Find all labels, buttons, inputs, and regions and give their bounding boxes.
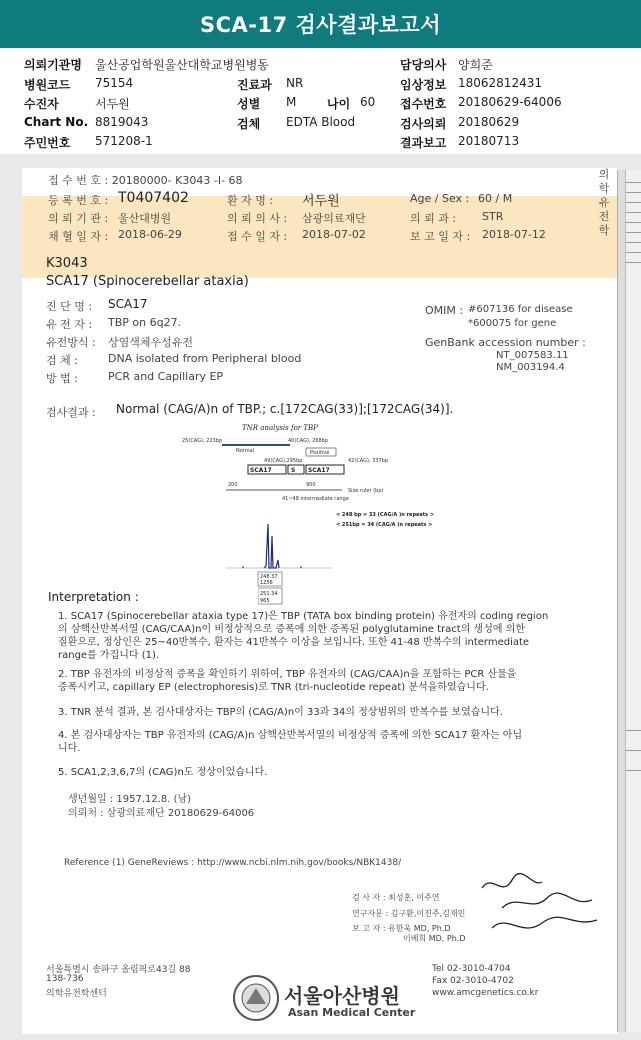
researchers: 연구자문 : 김구환,이진주,김재민	[352, 909, 466, 918]
hospital-en: Asan Medical Center	[288, 1006, 416, 1019]
interp-para-4: 4. 본 검사대상자는 TBP 유전자의 (CAG/A)n 삼핵산반복서열의 비정상적 증폭에 의한 SCA17 환자는 아닙 니다.	[58, 730, 523, 754]
receipt-label: 접수번호	[400, 97, 447, 111]
lbl-42: 42(CAG), 337bp	[348, 458, 389, 464]
peak1b: 1256	[260, 580, 273, 586]
inst-label: 의 뢰 기 관 :	[48, 212, 109, 225]
interp-para-3: 3. TNR 분석 결과, 본 검사대상자는 TBP의 (CAG/A)n이 33과 34의 정상범위의 반복수를 보였습니다.	[58, 707, 503, 718]
specimen-value: EDTA Blood	[286, 115, 356, 129]
side-department-text: 의 학 유 전 학	[598, 168, 610, 237]
method-label: 방 법 :	[46, 372, 78, 385]
address-1: 서울특별시 송파구 올림픽로43길 88	[46, 965, 191, 975]
report-value: 2018-07-12	[482, 228, 546, 241]
scale-900: 900	[306, 482, 316, 488]
agesex-value: 60 / M	[478, 192, 513, 205]
test-code: K3043	[46, 256, 88, 271]
lbl-positive: Positive	[310, 450, 330, 456]
request-date-label: 검사의뢰	[400, 117, 447, 131]
intermediate-label: 41~48 intermediate range	[282, 496, 349, 502]
doc-dept: STR	[482, 210, 504, 223]
collect-label: 채 혈 일 자 :	[48, 230, 109, 243]
address-2: 138-736	[46, 974, 84, 984]
lbl-49: 49(CAG),295bp	[264, 458, 303, 464]
gene-value: TBP on 6q27.	[108, 316, 182, 329]
interp-para-2: 2. TBP 유전자의 비정상적 증폭을 확인하기 위하여, TBP 유전자의 (CAG/CAA)n을 포함하는 PCR 산물을 증폭시키고, capillary EP (electrophoresis)로 TNR (tri-nucleotide repeat) 분석을하였습니다.	[58, 669, 517, 693]
omim-disease: #607136 for disease	[468, 304, 573, 315]
institution-value: 울산공업학원울산대학교병원병동	[95, 58, 269, 72]
report-title: SCA-17 검사결과보고서	[0, 0, 641, 48]
patient-label: 수진자	[24, 97, 59, 111]
agesex-label: Age / Sex :	[410, 192, 470, 205]
box3-text: SCA17	[308, 467, 330, 474]
inherit-label: 유전방식 :	[46, 336, 96, 349]
request-date-value: 20180629	[458, 115, 520, 129]
doc-doctor: 삼광의료재단	[302, 212, 366, 225]
result-value: Normal (CAG/A)n of TBP.; c.[172CAG(33)];[172CAG(34)].	[116, 402, 454, 416]
doc-specimen: DNA isolated from Peripheral blood	[108, 352, 302, 365]
box2-text: S	[291, 467, 296, 474]
gene-label: 유 전 자 :	[46, 318, 93, 331]
website: www.amcgenetics.co.kr	[432, 988, 539, 998]
report-header	[0, 52, 641, 154]
interp-para-1: 1. SCA17 (Spinocerebellar ataxia type 17)은 TBP (TATA box binding protein) 유전자의 coding region 의 삼핵산반복서열 (CAG/CAA)n이 비정상적으로 증폭에 의한 증폭된 polyglutamine tract의 생성에 의한 질환으로, 정상인은 25~40반복수, 환자는 41반복수 이상을 보입니다. 또한 41-48 반복수의 intermediate range를 가집니다 (1).	[58, 611, 549, 661]
genbank-2: NM_003194.4	[496, 362, 565, 373]
electropherogram-peaks	[264, 524, 279, 568]
genbank-label: GenBank accession number :	[425, 336, 586, 349]
hospital-code-value: 75154	[95, 76, 134, 90]
box1-text: SCA17	[250, 467, 272, 474]
report-date-value: 20180713	[458, 134, 520, 148]
tel: Tel 02-3010-4704	[432, 964, 511, 974]
id-value: 571208-1	[95, 134, 153, 148]
repeat-2: < 251bp = 34 (CAG/A )n repeats >	[336, 522, 433, 528]
reference: Reference (1) GeneReviews : http://www.ncbi.nlm.nih.gov/books/NBK1438/	[64, 858, 402, 868]
peak2-label	[258, 586, 288, 608]
tnr-diagram	[172, 420, 482, 590]
doc-patient-label: 환 자 명 :	[227, 194, 274, 207]
diagram-title: TNR analysis for TBP	[242, 424, 318, 432]
collect-value: 2018-06-29	[118, 228, 182, 241]
reporter: 보 고 자 : 유한욱 MD, Ph.D	[352, 924, 451, 933]
dept-value: NR	[286, 76, 304, 90]
peak2b: 965	[260, 598, 270, 604]
doc-dept-label: 의 뢰 과 :	[410, 212, 457, 225]
lbl-40: 40(CAG), 268bp	[288, 438, 329, 444]
receipt-line: 접 수 번 호 : 20180000- K3043 -I- 68	[48, 174, 243, 187]
method-value: PCR and Capillary EP	[108, 370, 224, 383]
handwritten-signatures	[472, 868, 612, 948]
institution-label: 의뢰기관명	[24, 58, 82, 72]
chart-label: Chart No.	[24, 115, 89, 129]
reg-label: 등 록 번 호 :	[48, 194, 109, 207]
interp-title: Interpretation :	[48, 590, 139, 604]
thumbnail-strip[interactable]	[617, 170, 625, 1032]
omim-gene: *600075 for gene	[468, 318, 557, 329]
genbank-1: NT_007583.11	[496, 350, 569, 361]
doctor-label: 담당의사	[400, 58, 447, 72]
age-value: 60	[360, 95, 376, 109]
patient-value: 서두원	[95, 97, 130, 111]
doctor-value: 양희준	[458, 58, 493, 72]
peak1: 248.37	[260, 574, 278, 580]
peak2: 251.34	[260, 591, 278, 597]
lbl-25: 25(CAG), 223bp	[182, 438, 223, 444]
hospital-code-label: 병원코드	[24, 78, 71, 92]
receipt-value: 20180629-64006	[458, 95, 562, 109]
result-label: 검사결과 :	[46, 406, 96, 419]
scale-label: Size ruler (bp)	[348, 488, 384, 494]
sex-value: M	[286, 95, 297, 109]
reg-no: T0407402	[118, 190, 189, 206]
diag-value: SCA17	[108, 297, 148, 311]
vertical-scrollbar[interactable]	[625, 170, 641, 1032]
scanned-report-page	[22, 168, 618, 1034]
id-label: 주민번호	[24, 136, 71, 150]
diag-label: 진 단 명 :	[46, 300, 93, 313]
reporter-2: 이베희 MD, Ph.D	[403, 934, 466, 943]
document-viewer[interactable]	[0, 154, 641, 1040]
repeat-1: < 248 bp = 33 (CAG/A )n repeats >	[336, 512, 435, 518]
dept-label: 진료과	[237, 78, 272, 92]
hospital-seal-logo	[232, 974, 280, 1022]
inherit-value: 상염색체우성유전	[108, 336, 194, 349]
sex-label: 성별	[237, 97, 261, 111]
specimen-label: 검체	[237, 117, 261, 131]
report-label: 보 고 일 자 :	[410, 230, 471, 243]
chart-value: 8819043	[95, 115, 149, 129]
report-date-label: 결과보고	[400, 136, 447, 150]
test-name: SCA17 (Spinocerebellar ataxia)	[46, 274, 249, 289]
birth: 생년월일 : 1957.12.8. (남)	[68, 794, 192, 805]
requester: 의뢰처 : 삼광의료재단 20180629-64006	[68, 808, 255, 819]
doc-specimen-label: 검 체 :	[46, 354, 78, 367]
fax: Fax 02-3010-4702	[432, 976, 514, 986]
doc-patient: 서두원	[302, 194, 340, 209]
inst-value: 울산대병원	[118, 212, 172, 225]
recv-label: 접 수 일 자 :	[227, 230, 288, 243]
address-3: 의학유전학센터	[46, 989, 107, 999]
omim-label: OMIM :	[425, 304, 464, 317]
clinical-value: 18062812431	[458, 76, 542, 90]
doc-doctor-label: 의 뢰 의 사 :	[227, 212, 288, 225]
interp-para-5: 5. SCA1,2,3,6,7의 (CAG)n도 정상이었습니다.	[58, 767, 268, 778]
lbl-normal: Normal	[236, 448, 255, 454]
scale-200: 200	[228, 482, 238, 488]
clinical-label: 임상정보	[400, 78, 447, 92]
recv-value: 2018-07-02	[302, 228, 366, 241]
hospital-name: 서울아산병원	[284, 984, 400, 1008]
age-label: 나이	[327, 97, 351, 111]
examiner: 검 사 자 : 최성훈, 이주연	[352, 893, 440, 902]
